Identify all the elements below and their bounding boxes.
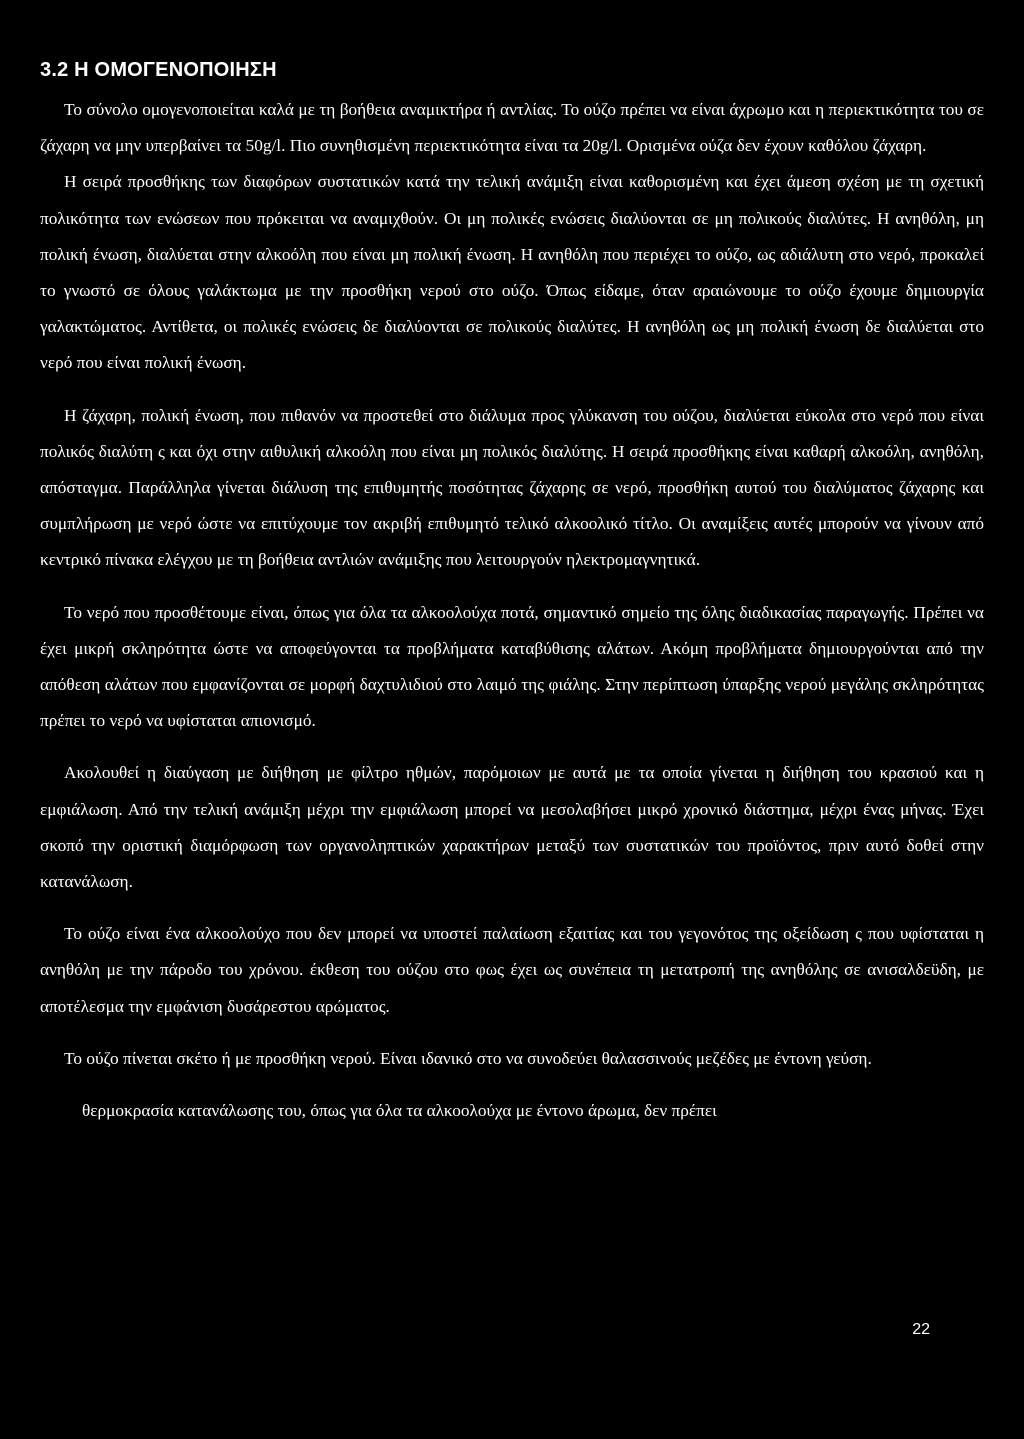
paragraph-water: Το νερό που προσθέτουμε είναι, όπως για όλα τα αλκοολούχα ποτά, σημαντικό σημείο της όλης διαδικασίας παραγωγής. Πρέπει να έχει μικρή σκληρότητα ώστε να αποφεύγονται τα προβλήματα καταβύθισης αλάτων. Ακόμη προβλήματα δημιουργούνται από την απόθεση αλάτων που εμφανίζονται σε μορφή δαχτυλιδιού στο λαιμό της φιάλης. Στην περίπτωση ύπαρξης νερού μεγάλης σκληρότητας πρέπει το νερό να υφίσταται απιονισμό. <box>40 602 984 731</box>
paragraph-serving: Το ούζο πίνεται σκέτο ή με προσθήκη νερού. Είναι ιδανικό στο να συνοδεύει θαλασσινούς μεζέδες με έντονη γεύση. <box>64 1048 872 1068</box>
paragraph-mixing-order: Η σειρά προσθήκης των διαφόρων συστατικών κατά την τελική ανάμιξη είναι καθορισμένη και έχει άμεση σχέση με τη σχετική πολικότητα των ενώσεων που πρόκειται να αναμιχθούν. Οι μη πολικές ενώσεις διαλύονται σε μη πολικούς διαλύτες. Η ανηθόλη, μη πολική ένωση, διαλύεται στην αλκοόλη που είναι μη πολική ένωση. Η ανηθόλη που περιέχει το ούζο, ως αδιάλυτη στο νερό, προκαλεί το γνωστό σε όλους γαλάκτωμα με την προσθήκη νερού στο ούζο. Όπως είδαμε, όταν αραιώνουμε το ούζο έχουμε δημιουργία γαλακτώματος. Αντίθετα, οι πολικές ενώσεις δε διαλύονται σε πολικούς διαλύτες. Η ανηθόλη ως μη πολική ένωση δε διαλύεται στο νερό που είναι πολική ένωση. <box>40 172 984 373</box>
document-page <box>40 58 984 1145</box>
paragraph-aging: Το ούζο είναι ένα αλκοολούχο που δεν μπορεί να υποστεί παλαίωση εξαιτίας και του γεγονότος της οξείδωση ς που υφίσταται η ανηθόλη με την πάροδο του χρόνου. έκθεση του ούζου στο φως έχει ως συνέπεια τη μετατροπή της ανηθόλης σε ανισαλδεϋδη, με αποτέλεσμα την εμφάνιση δυσάρεστου αρώματος. <box>40 924 984 1016</box>
paragraph-homogenization: Το σύνολο ομογενοποιείται καλά με τη βοήθεια αναμικτήρα ή αντλίας. Το ούζο πρέπει να είναι άχρωμο και η περιεκτικότητα του σε ζάχαρη να μην υπερβαίνει τα 50g/l. Πιο συνηθισμένη περιεκτικότητα είναι τα 20g/l. Ορισμένα ούζα δεν έχουν καθόλου ζάχαρη. <box>40 100 984 156</box>
page-number: 22 <box>912 1321 930 1338</box>
paragraph-sugar: Η ζάχαρη, πολική ένωση, που πιθανόν να προστεθεί στο διάλυμα προς γλύκανση του ούζου, διαλύεται εύκολα στο νερό που είναι πολικός διαλύτη ς και όχι στην αιθυλική αλκοόλη που είναι μη πολικός διαλύτης. Η σειρά προσθήκης είναι καθαρή αλκοόλη, ανηθόλη, απόσταγμα. Παράλληλα γίνεται διάλυση της επιθυμητής ποσότητας ζάχαρης σε νερό, προσθήκη αυτού του διαλύματος ζάχαρης και συμπλήρωση με νερό ώστε να επιτύχουμε τον ακριβή επιθυμητό τελικό αλκοολικό τίτλο. Οι αναμίξεις αυτές μπορούν να γίνουν από κεντρικό πίνακα ελέγχου με τη βοήθεια αντλιών ανάμιξης που λειτουργούν ηλεκτρομαγνητικά. <box>40 405 984 570</box>
paragraph-clarification: Ακολουθεί η διαύγαση με διήθηση με φίλτρο ηθμών, παρόμοιων με αυτά με τα οποία γίνεται η διήθηση του κρασιού και η εμφιάλωση. Από την τελική ανάμιξη μέχρι την εμφιάλωση μπορεί να μεσολαβήσει μικρό χρονικό διάστημα, μέχρι ένας μήνας. Έχει σκοπό την οριστική διαμόρφωση των οργανοληπτικών χαρακτήρων μεταξύ των συστατικών του προϊόντος, πριν αυτό δοθεί στην κατανάλωση. <box>40 763 984 892</box>
section-heading: 3.2 Η ΟΜΟΓΕΝΟΠΟΙΗΣΗ <box>40 59 277 81</box>
paragraph-temperature: θερμοκρασία κατανάλωσης του, όπως για όλα τα αλκοολούχα με έντονο άρωμα, δεν πρέπει <box>82 1101 717 1121</box>
